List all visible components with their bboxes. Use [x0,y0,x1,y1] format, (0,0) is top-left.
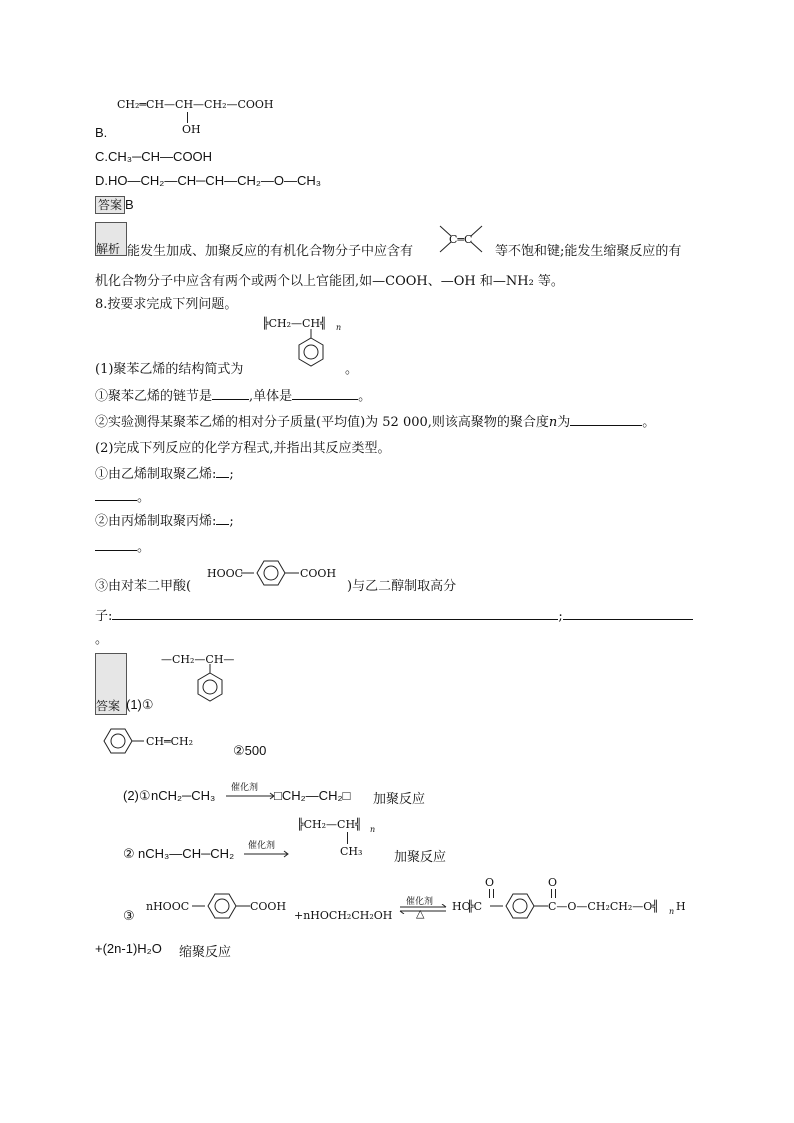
equation-3-blank[interactable] [112,607,558,620]
ch3-bond [347,832,348,844]
reaction-1-arrow-icon [226,792,278,800]
carbonyl-bond-2 [551,889,556,898]
equation-2-blank[interactable] [216,512,229,525]
part-2c-row-2 [95,605,693,624]
part-1b-row [95,411,655,430]
oh-bond [187,112,188,123]
answer-value: B [125,197,134,212]
reaction-3-heat: △ [416,907,425,920]
monomer-blank[interactable] [292,387,358,400]
reaction-1-prefix: (2)① [123,788,151,803]
option-b-label: B. [95,125,108,140]
reaction-3-water: +(2n-1)H₂O [95,941,162,956]
part-1b-n: n [548,415,558,430]
option-d: D.HO—CH₂—CH─CH—CH₂—O—CH₃ [95,173,322,188]
part-2a-sep: ; [229,467,234,482]
part-2c-sep: ; [558,609,563,624]
part-2b-sep: ; [229,514,234,529]
option-c: C.CH₃─CH—COOH [95,149,213,164]
reaction-3-nhooc: nHOOC [146,900,190,913]
analysis-text-2: 等不饱和键;能发生缩聚反应的有 [495,244,682,259]
part-1b-text: ②实验测得某聚苯乙烯的相对分子质量(平均值)为 52 000,则该高聚物的聚合度 [95,415,549,430]
answer-row-q7 [95,196,134,214]
part-2a-end: 。 [137,490,151,505]
reaction-3-catalyst: 催化剂 [406,897,434,907]
analysis-cc: C═C [449,233,473,246]
polystyrene-n: n [336,323,342,332]
reaction-3-cooh: COOH [250,900,287,913]
part-2b-text: ②由丙烯制取聚丙烯: [95,514,217,529]
part-1-end: 。 [345,362,359,377]
reaction-1-catalyst: 催化剂 [231,783,259,793]
answer-1b: ②500 [233,743,267,758]
reaction-2-n: n [370,825,376,834]
reaction-3-prefix: ③ [123,908,135,923]
part-1-text: (1)聚苯乙烯的结构简式为 [95,362,244,377]
part-2b-row [95,510,234,529]
part-1a-end: 。 [358,389,372,404]
chain-unit-benzene-icon [193,664,227,710]
reaction-3-o2: O [548,876,558,889]
equation-1-blank[interactable] [216,465,229,478]
benzene-ring-icon [294,329,328,375]
part-2c-hooc: HOOC [207,567,244,580]
part-2c-text-2: )与乙二醇制取高分 [347,579,457,594]
reaction-1-reactant: nCH₂─CH₃ [151,788,216,803]
analysis-text-3: 机化合物分子中应含有两个或两个以上官能团,如—COOH、—OH 和—NH₂ 等。 [95,274,564,289]
degree-blank[interactable] [570,413,642,426]
answer-tag-2: 答案 [96,699,121,713]
reaction-2-ch3: CH₃ [340,845,363,858]
part-2b-row-2 [95,536,150,555]
part-2a-row-2 [95,486,150,505]
reaction-3-type: 缩聚反应 [179,945,232,960]
part-2-text: (2)完成下列反应的化学方程式,并指出其反应类型。 [95,441,391,456]
reaction-3-tail: C—O—CH₂CH₂—O╣ [548,900,659,913]
reaction-2-type: 加聚反应 [394,850,447,865]
part-2c-line2: 子: [95,609,113,624]
product-ring-icon [490,891,550,923]
reaction-3-n: n [669,907,675,916]
part-2c-cooh: COOH [300,567,337,580]
reaction-3-o1: O [485,876,495,889]
reaction-3-h: H [676,900,686,913]
part-2b-end: 。 [137,540,151,555]
part-1a-row [95,385,371,404]
part-2a-text: ①由乙烯制取聚乙烯: [95,467,217,482]
chain-unit: —CH₂—CH— [161,653,235,666]
question-8-title: 8.按要求完成下列问题。 [95,297,238,312]
reaction-type-3-blank[interactable] [563,607,693,620]
reaction-2-catalyst: 催化剂 [248,841,276,851]
styrene-benzene-icon [101,726,145,758]
reaction-type-1-blank[interactable] [95,488,137,501]
answer-1-label: (1)① [126,697,154,712]
reaction-3-ho: HO [452,900,471,913]
reaction-3-ring-icon [192,891,252,923]
analysis-tag: 解析 [96,242,121,256]
terephthalic-ring-icon [241,558,301,590]
chain-unit-blank[interactable] [212,387,249,400]
reaction-2-prefix: ② [123,846,135,861]
analysis-text-1: 能发生加成、加聚反应的有机化合物分子中应含有 [127,244,414,259]
reaction-2-arrow-icon [244,850,292,858]
reaction-3-c: ╠C [467,900,483,913]
reaction-2-product: ╠CH₂—CH╣ [297,818,362,831]
part-1a-text-2: ,单体是 [249,389,293,404]
polystyrene-formula: ╠CH₂—CH╣ [262,317,327,330]
part-2c-text-1: ③由对苯二甲酸( [95,579,192,594]
part-1b-end: 。 [642,415,656,430]
reaction-1-type: 加聚反应 [373,792,426,807]
option-b-formula: CH₂═CH—CH—CH₂—COOH [117,98,274,111]
reaction-2-reactant: nCH₃—CH─CH₂ [138,846,235,861]
part-1a-text-1: ①聚苯乙烯的链节是 [95,389,213,404]
answer-tag: 答案 [95,196,125,214]
reaction-3-glycol: +nHOCH₂CH₂OH [294,909,393,922]
reaction-type-2-blank[interactable] [95,538,137,551]
option-b-oh: OH [182,123,201,136]
styrene-monomer: CH═CH₂ [146,735,194,748]
part-2a-row [95,463,234,482]
reaction-1-product: □CH₂—CH₂□ [274,788,351,803]
part-1b-tail: 为 [557,415,571,430]
part-2c-end: 。 [95,632,109,647]
